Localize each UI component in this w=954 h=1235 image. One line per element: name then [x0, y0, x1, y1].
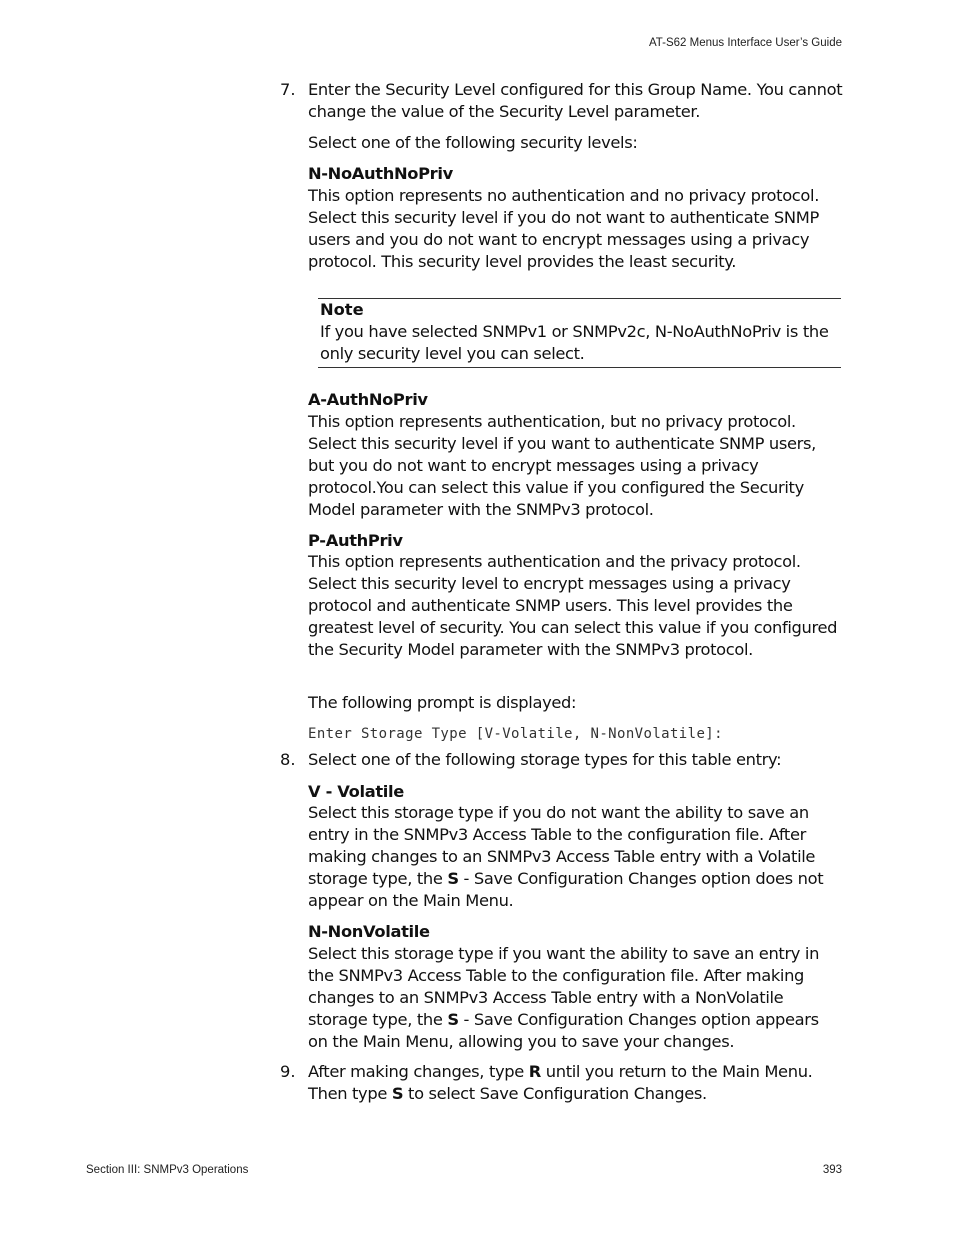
note-box — [318, 298, 841, 368]
page-header-title: AT-S62 Menus Interface User’s Guide — [648, 37, 842, 49]
step-number-8: 8. — [280, 750, 296, 769]
footer-page-number: 393 — [822, 1164, 842, 1176]
footer-section: Section III: SNMPv3 Operations — [86, 1164, 249, 1176]
note-text: If you have selected SNMPv1 or SNMPv2c, N-NoAuthNoPriv is the only security level you can select. — [320, 322, 829, 363]
desc-v-volatile — [308, 802, 843, 912]
step-number-9: 9. — [280, 1062, 296, 1081]
desc-n-nonvolatile — [308, 943, 843, 1053]
storage-type-prompt: Enter Storage Type [V-Volatile, N-NonVolatile]: — [308, 726, 723, 742]
step-9-part2: until you return to the Main Menu. Then type — [308, 1062, 813, 1103]
term-n-nonvolatile: N-NonVolatile — [308, 922, 430, 941]
desc-p-authpriv: This option represents authentication and the privacy protocol. Select this security level to encrypt messages using a privacy protocol and authenticate SNMP users. This level provides the greatest level of security. You can select this value if you configured the Security Model parameter with the SNMPv3 protocol. — [308, 552, 838, 659]
desc-n-noauthnopriv: This option represents no authentication and no privacy protocol. Select this security level if you do not want to authenticate SNMP users and you do not want to encrypt messages using a privacy protocol. This security level provides the least security. — [308, 186, 820, 271]
step-7-text: Enter the Security Level configured for this Group Name. You cannot change the value of the Security Level parameter. — [308, 80, 843, 121]
term-n-noauthnopriv: N-NoAuthNoPriv — [308, 164, 453, 183]
step-9-part3: to select Save Configuration Changes. — [403, 1084, 707, 1103]
desc-v-volatile-part2: - Save Configuration Changes option does not appear on the Main Menu. — [308, 869, 824, 910]
key-s: S — [447, 869, 459, 888]
term-p-authpriv: P-AuthPriv — [308, 531, 403, 550]
key-s: S — [447, 1010, 459, 1029]
term-a-authnopriv: A-AuthNoPriv — [308, 390, 428, 409]
desc-a-authnopriv: This option represents authentication, but no privacy protocol. Select this security level if you want to authenticate SNMP users, but you do not want to encrypt messages using a privacy protocol.You can select this value if you configured the Security Model parameter with the SNMPv3 protocol. — [308, 412, 816, 519]
key-s: S — [391, 1084, 404, 1103]
desc-n-nonvolatile-part2: - Save Configuration Changes option appears on the Main Menu, allowing you to save your changes. — [308, 1010, 819, 1051]
prompt-intro: The following prompt is displayed: — [308, 693, 577, 712]
step-9-text — [308, 1061, 843, 1105]
security-levels-intro: Select one of the following security levels: — [308, 133, 638, 152]
step-8-text: Select one of the following storage types for this table entry: — [308, 750, 782, 769]
desc-n-nonvolatile-part1: Select this storage type if you want the ability to save an entry in the SNMPv3 Access Table to the configuration file. After making changes to an SNMPv3 Access Table entry with a NonVolatile storage type, the — [308, 944, 820, 1029]
note-title: Note — [320, 300, 364, 319]
step-9-part1: After making changes, type — [308, 1062, 529, 1081]
term-v-volatile: V - Volatile — [308, 782, 404, 801]
key-r: R — [528, 1062, 541, 1081]
desc-v-volatile-part1: Select this storage type if you do not want the ability to save an entry in the SNMPv3 Access Table to the configuration file. After making changes to an SNMPv3 Access Table entry with a Volatile storage type, the — [308, 803, 816, 888]
step-number-7: 7. — [280, 80, 296, 99]
